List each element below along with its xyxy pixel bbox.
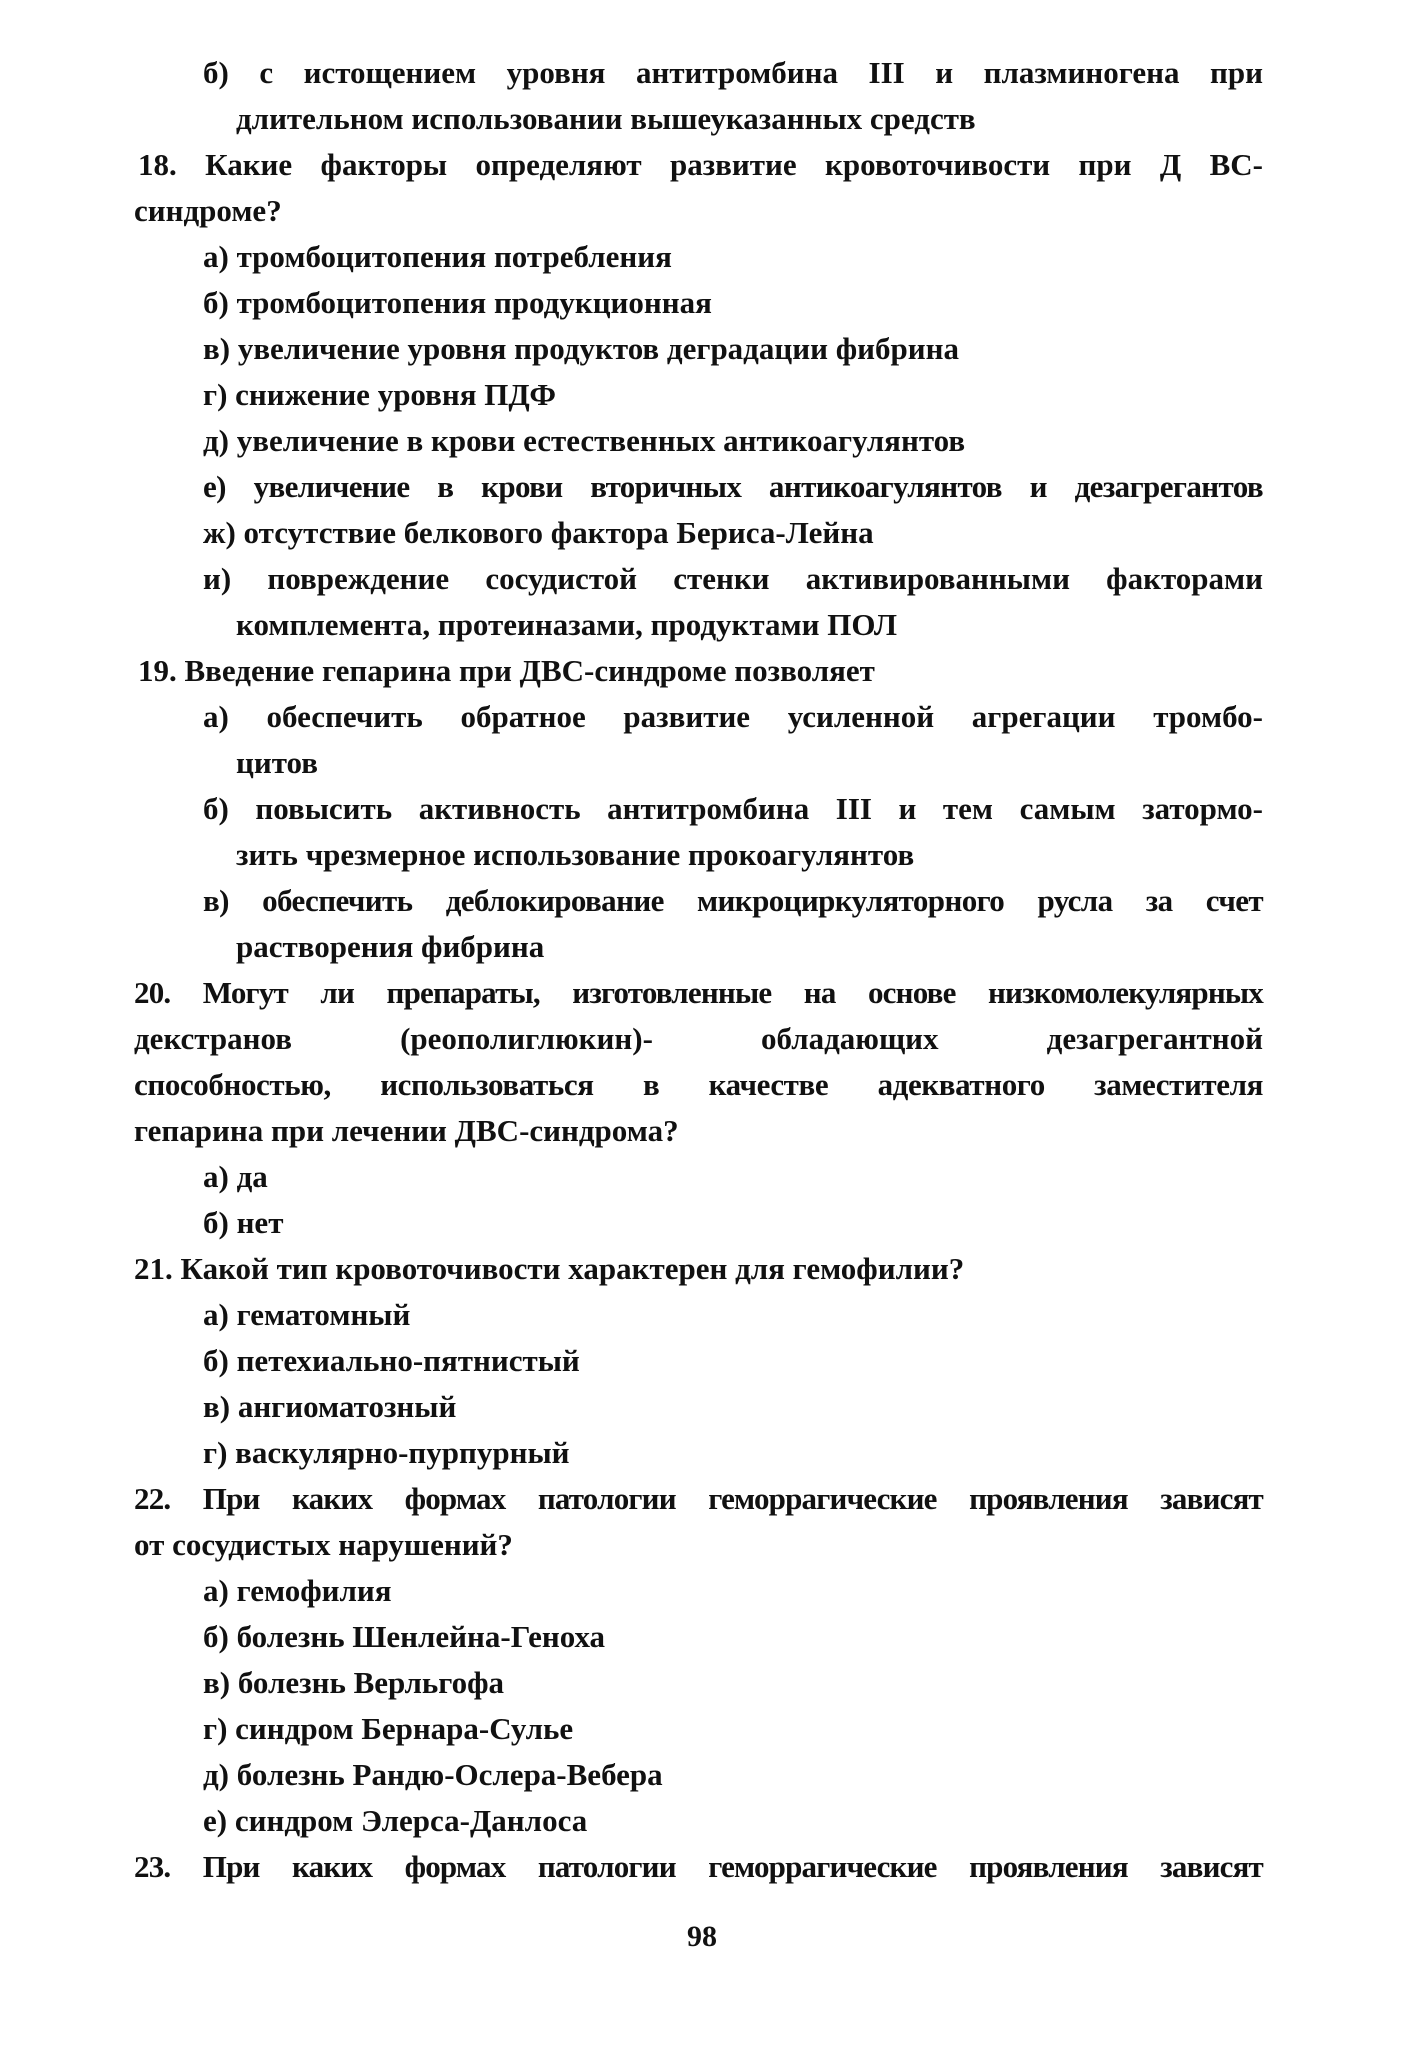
question-23: 23. При каких формах патологии геморрагические проявления зависят — [134, 1849, 1263, 1884]
answer-line: б) с истощением уровня антитромбина III и плазминогена при — [203, 55, 1263, 90]
answer-line: б) тромбоцитопения продукционная — [203, 285, 712, 320]
question-21: 21. Какой тип кровоточивости характерен для гемофилии? — [134, 1251, 965, 1286]
answer-line: а) гематомный — [203, 1297, 411, 1332]
question-22-continuation: от сосудистых нарушений? — [134, 1527, 513, 1562]
question-20: 20. Могут ли препараты, изготовленные на основе низкомолекулярных — [134, 975, 1263, 1010]
answer-line: б) повысить активность антитромбина III и тем самым затормо- — [203, 791, 1263, 826]
question-18: 18. Какие факторы определяют развитие кровоточивости при Д ВС- — [138, 147, 1263, 182]
question-20-continuation: способностью, использоваться в качестве адекватного заместителя — [134, 1067, 1263, 1102]
answer-continuation: растворения фибрина — [236, 929, 545, 964]
answer-line: в) обеспечить деблокирование микроциркуляторного русла за счет — [203, 883, 1263, 918]
answer-line: а) тромбоцитопения потребления — [203, 239, 672, 274]
question-20-continuation: декстранов (реополиглюкин)- обладающих дезагрегантной — [134, 1021, 1263, 1056]
answer-line: д) болезнь Рандю-Ослера-Вебера — [203, 1757, 663, 1792]
answer-line: и) повреждение сосудистой стенки активированными факторами — [203, 561, 1263, 596]
question-18-continuation: синдроме? — [134, 193, 282, 228]
answer-line: б) нет — [203, 1205, 284, 1240]
answer-line: г) снижение уровня ПДФ — [203, 377, 556, 412]
answer-line: в) ангиоматозный — [203, 1389, 457, 1424]
answer-line: а) гемофилия — [203, 1573, 392, 1608]
answer-continuation: зить чрезмерное использование прокоагулянтов — [236, 837, 915, 872]
page-number: 98 — [687, 1920, 717, 1953]
answer-line: а) обеспечить обратное развитие усиленной агрегации тромбо- — [203, 699, 1263, 734]
answer-line: в) болезнь Верльгофа — [203, 1665, 505, 1700]
answer-line: е) увеличение в крови вторичных антикоагулянтов и дезагрегантов — [203, 469, 1263, 504]
answer-line: б) болезнь Шенлейна-Геноха — [203, 1619, 606, 1654]
answer-continuation: цитов — [236, 745, 319, 780]
answer-line: г) синдром Бернара-Сулье — [203, 1711, 574, 1746]
answer-line: д) увеличение в крови естественных антикоагулянтов — [203, 423, 966, 458]
answer-continuation: комплемента, протеиназами, продуктами ПОЛ — [236, 607, 898, 642]
question-22: 22. При каких формах патологии геморрагические проявления зависят — [134, 1481, 1263, 1516]
answer-line: а) да — [203, 1159, 268, 1194]
answer-line: ж) отсутствие белкового фактора Бериса-Лейна — [203, 515, 874, 550]
answer-line: б) петехиально-пятнистый — [203, 1343, 580, 1378]
answer-line: в) увеличение уровня продуктов деградации фибрина — [203, 331, 959, 366]
answer-line: е) синдром Элерса-Данлоса — [203, 1803, 588, 1838]
answer-line: г) васкулярно-пурпурный — [203, 1435, 570, 1470]
question-20-continuation: гепарина при лечении ДВС-синдрома? — [134, 1113, 679, 1148]
question-19: 19. Введение гепарина при ДВС-синдроме позволяет — [138, 653, 875, 688]
answer-continuation: длительном использовании вышеуказанных средств — [236, 101, 976, 136]
